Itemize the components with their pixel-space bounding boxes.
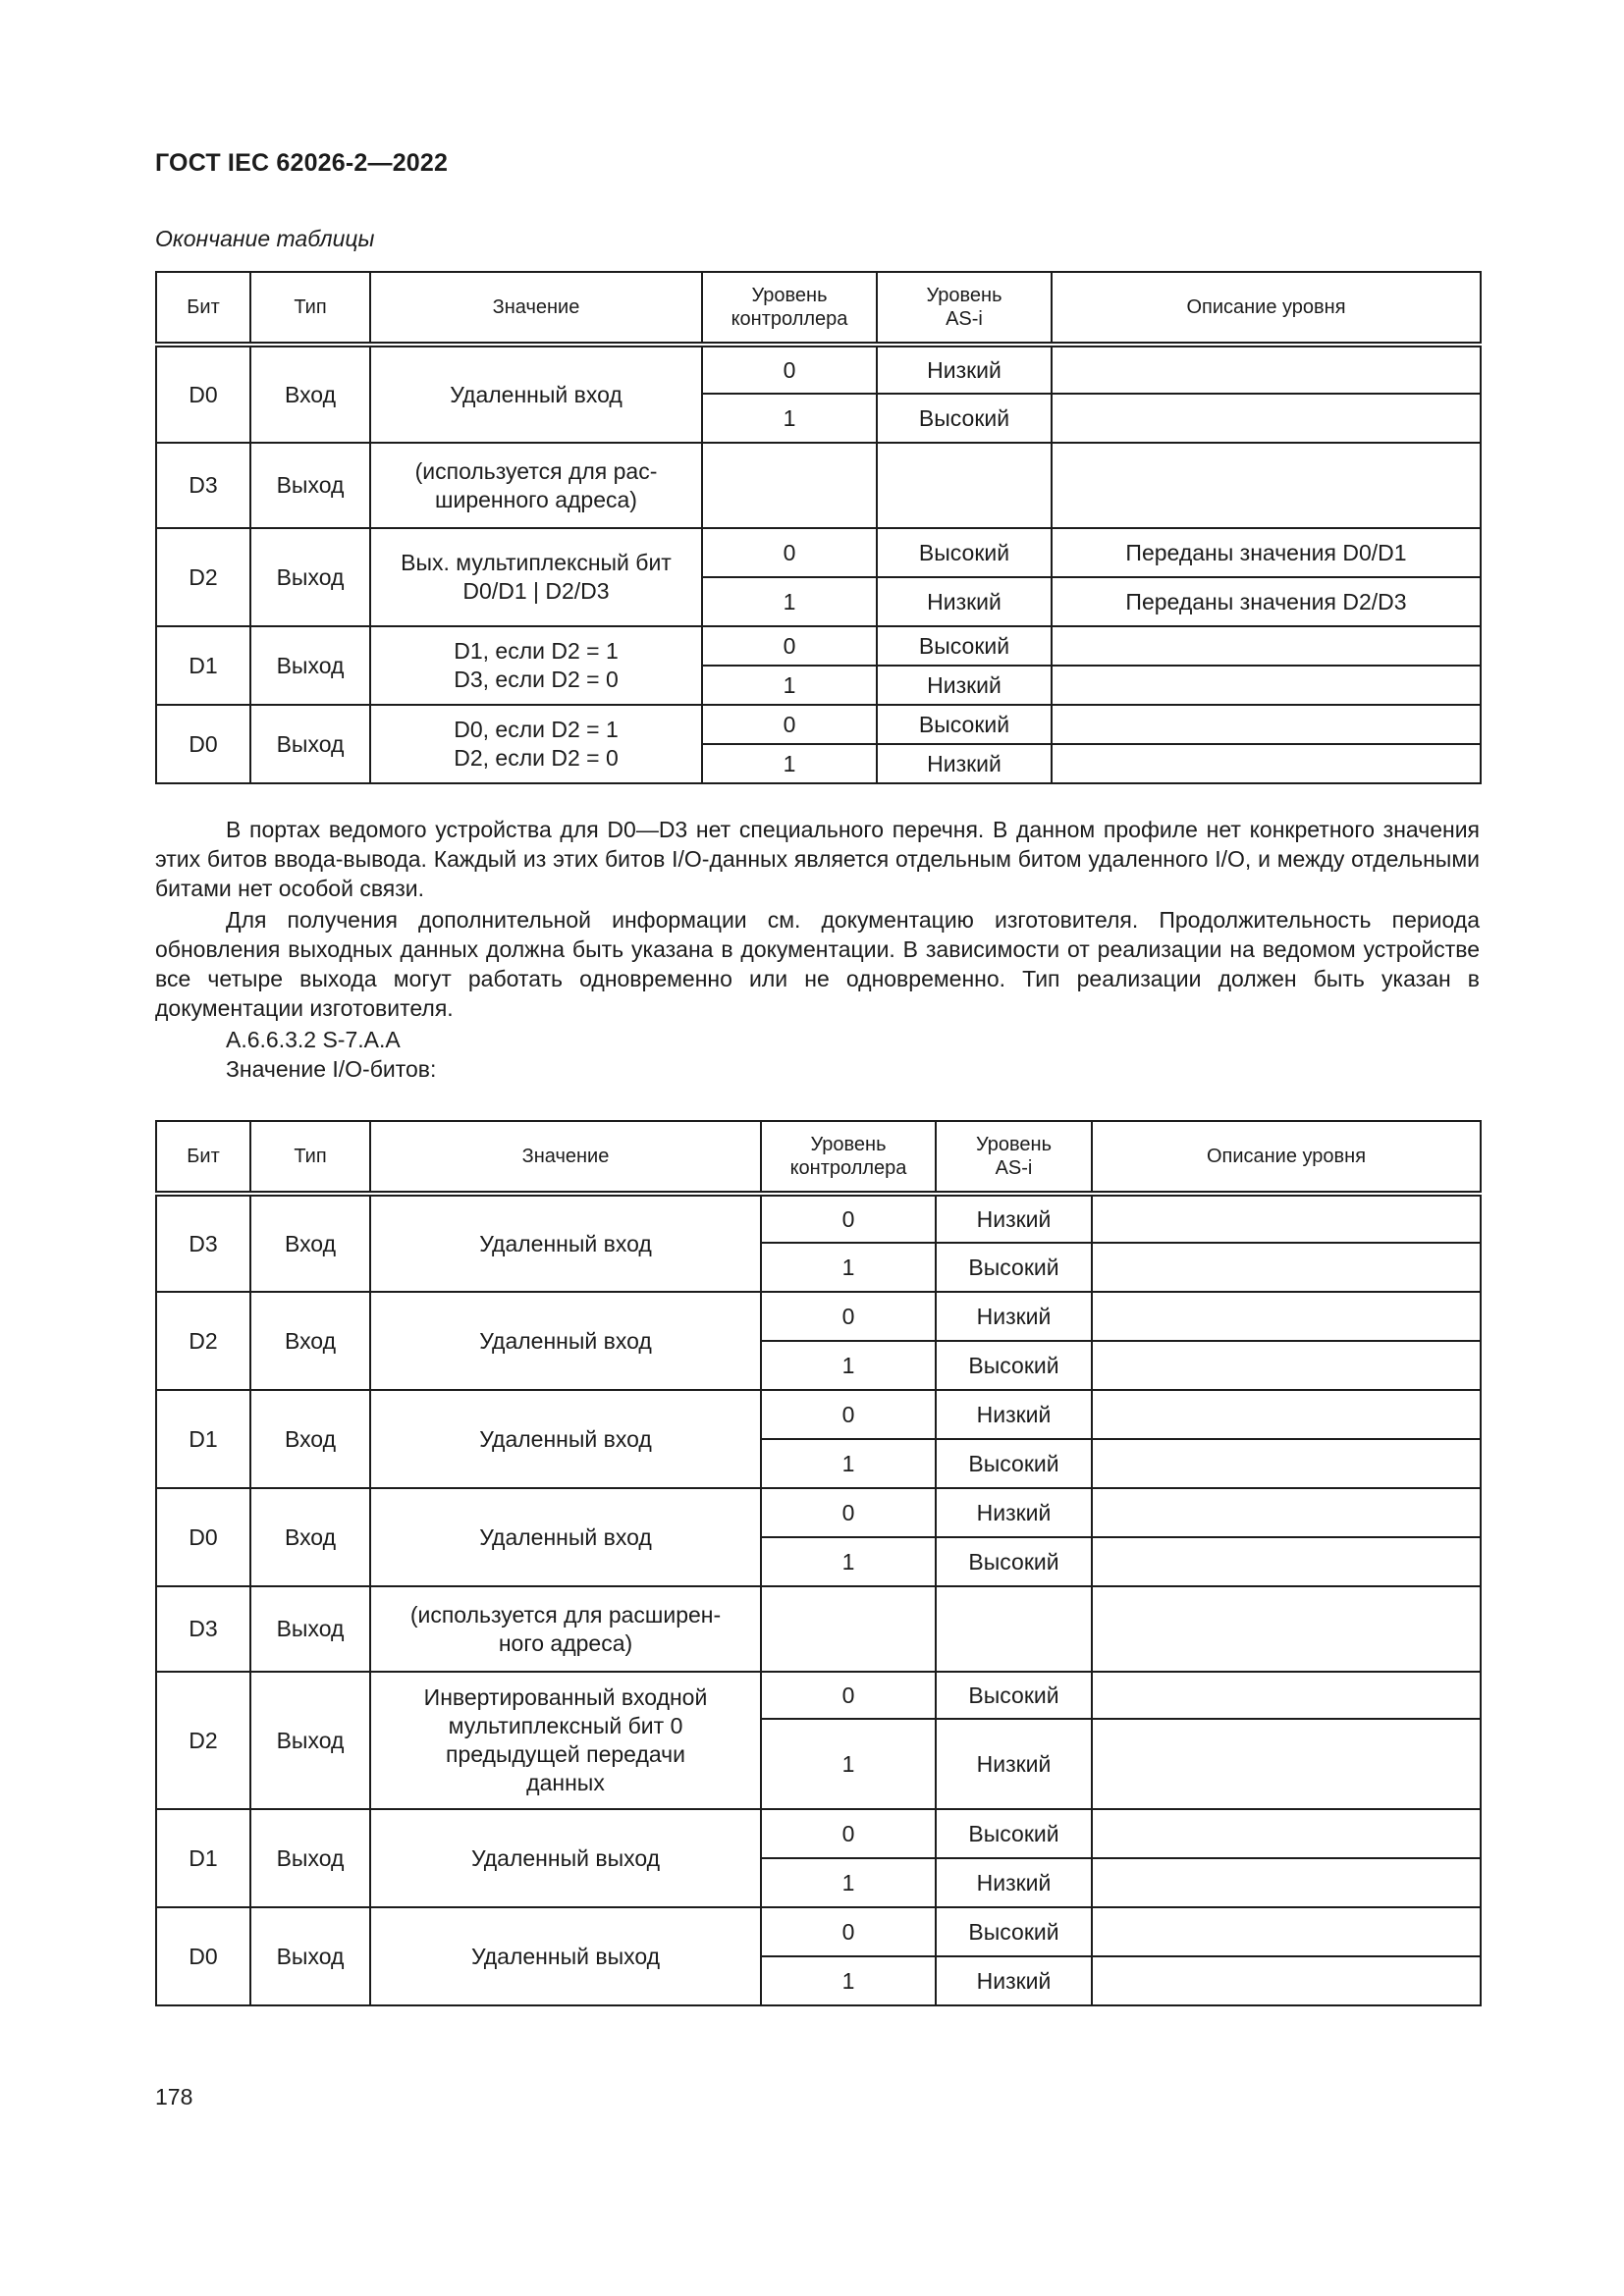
level-description-cell bbox=[1052, 345, 1481, 394]
controller-level-cell: 0 bbox=[761, 1292, 936, 1341]
controller-level-cell: 0 bbox=[702, 626, 877, 666]
level-description-cell bbox=[1092, 1672, 1481, 1719]
level-description-cell bbox=[1092, 1719, 1481, 1809]
table-row bbox=[156, 443, 1481, 528]
level-description-cell bbox=[1092, 1390, 1481, 1439]
asi-level-cell: Высокий bbox=[936, 1341, 1092, 1390]
type-cell: Вход bbox=[250, 1390, 370, 1488]
controller-level-cell: 1 bbox=[761, 1858, 936, 1907]
type-cell: Выход bbox=[250, 1907, 370, 2005]
asi-level-cell: Низкий bbox=[877, 345, 1052, 394]
col-header-level-description: Описание уровня bbox=[1092, 1121, 1481, 1194]
level-description-cell bbox=[1092, 1858, 1481, 1907]
io-bits-label: Значение I/O-битов: bbox=[226, 1056, 437, 1082]
level-description-cell: Переданы значения D0/D1 bbox=[1052, 528, 1481, 577]
type-cell: Выход bbox=[250, 443, 370, 528]
col-header-bit: Бит bbox=[156, 272, 250, 345]
controller-level-cell: 1 bbox=[761, 1243, 936, 1292]
bit-cell: D0 bbox=[156, 1488, 250, 1586]
asi-level-cell bbox=[877, 443, 1052, 528]
table-row bbox=[156, 1672, 1481, 1719]
controller-level-cell: 0 bbox=[761, 1488, 936, 1537]
type-cell: Выход bbox=[250, 1809, 370, 1907]
type-cell: Вход bbox=[250, 345, 370, 443]
type-cell: Вход bbox=[250, 1194, 370, 1292]
bit-cell: D0 bbox=[156, 345, 250, 443]
asi-level-cell: Высокий bbox=[877, 394, 1052, 443]
col-header-controller-level: Уровень контроллера bbox=[702, 272, 877, 345]
col-header-asi-level: Уровень AS-i bbox=[877, 272, 1052, 345]
controller-level-cell: 1 bbox=[761, 1956, 936, 2005]
meaning-cell: Инвертированный входной мультиплексный бит 0 предыдущей передачи данных bbox=[370, 1672, 761, 1809]
meaning-cell: D1, если D2 = 1 D3, если D2 = 0 bbox=[370, 626, 702, 705]
level-description-cell bbox=[1052, 744, 1481, 783]
table-row bbox=[156, 345, 1481, 394]
table-row bbox=[156, 1292, 1481, 1341]
col-header-asi-level: Уровень AS-i bbox=[936, 1121, 1092, 1194]
controller-level-cell: 0 bbox=[702, 705, 877, 744]
meaning-cell: Удаленный вход bbox=[370, 1292, 761, 1390]
bit-cell: D3 bbox=[156, 1194, 250, 1292]
page-number: 178 bbox=[155, 2084, 193, 2109]
asi-level-cell: Высокий bbox=[877, 528, 1052, 577]
meaning-cell: Удаленный вход bbox=[370, 1488, 761, 1586]
controller-level-cell: 1 bbox=[702, 394, 877, 443]
asi-level-cell: Высокий bbox=[936, 1907, 1092, 1956]
controller-level-cell: 0 bbox=[702, 528, 877, 577]
col-header-level-description: Описание уровня bbox=[1052, 272, 1481, 345]
meaning-cell: Удаленный вход bbox=[370, 345, 702, 443]
asi-level-cell: Высокий bbox=[877, 705, 1052, 744]
level-description-cell bbox=[1052, 705, 1481, 744]
controller-level-cell: 0 bbox=[761, 1809, 936, 1858]
type-cell: Выход bbox=[250, 1672, 370, 1809]
asi-level-cell: Низкий bbox=[936, 1390, 1092, 1439]
meaning-cell: Удаленный вход bbox=[370, 1390, 761, 1488]
col-header-meaning: Значение bbox=[370, 272, 702, 345]
asi-level-cell: Высокий bbox=[936, 1243, 1092, 1292]
meaning-cell: (используется для расширен- ного адреса) bbox=[370, 1586, 761, 1672]
controller-level-cell bbox=[761, 1586, 936, 1672]
level-description-cell bbox=[1092, 1439, 1481, 1488]
asi-level-cell: Высокий bbox=[936, 1809, 1092, 1858]
type-cell: Вход bbox=[250, 1292, 370, 1390]
type-cell: Выход bbox=[250, 626, 370, 705]
asi-level-cell: Низкий bbox=[936, 1956, 1092, 2005]
asi-level-cell: Низкий bbox=[936, 1292, 1092, 1341]
table-row bbox=[156, 1809, 1481, 1858]
controller-level-cell: 0 bbox=[761, 1672, 936, 1719]
asi-level-cell: Высокий bbox=[936, 1439, 1092, 1488]
level-description-cell bbox=[1092, 1488, 1481, 1537]
meaning-cell: Удаленный выход bbox=[370, 1907, 761, 2005]
paragraph: В портах ведомого устройства для D0—D3 нет специального перечня. В данном профиле нет конкретного значения этих битов ввода-вывода. Каждый из этих битов I/O-данных является отдельным битом удаленного I/O, и между отдельными битами нет особой связи. bbox=[155, 817, 1480, 901]
asi-level-cell: Высокий bbox=[936, 1672, 1092, 1719]
level-description-cell bbox=[1052, 626, 1481, 666]
level-description-cell bbox=[1092, 1907, 1481, 1956]
level-description-cell bbox=[1092, 1537, 1481, 1586]
level-description-cell bbox=[1092, 1956, 1481, 2005]
asi-level-cell: Низкий bbox=[877, 744, 1052, 783]
controller-level-cell: 0 bbox=[761, 1194, 936, 1243]
table-row bbox=[156, 1488, 1481, 1537]
col-header-bit: Бит bbox=[156, 1121, 250, 1194]
paragraph: Для получения дополнительной информации см. документацию изготовителя. Продолжительность периода обновления выходных данных должна быть указана в документации. В зависимости от реализации на ведомом устройстве все четыре выхода могут работать одновременно или не одновременно. Тип реализации должен быть указан в документации изготовителя. bbox=[155, 907, 1480, 1021]
level-description-cell bbox=[1052, 394, 1481, 443]
controller-level-cell: 1 bbox=[761, 1341, 936, 1390]
controller-level-cell: 1 bbox=[761, 1537, 936, 1586]
bit-cell: D0 bbox=[156, 1907, 250, 2005]
controller-level-cell: 1 bbox=[761, 1439, 936, 1488]
type-cell: Выход bbox=[250, 1586, 370, 1672]
asi-level-cell: Высокий bbox=[936, 1537, 1092, 1586]
bit-cell: D0 bbox=[156, 705, 250, 783]
controller-level-cell: 1 bbox=[702, 577, 877, 626]
level-description-cell: Переданы значения D2/D3 bbox=[1052, 577, 1481, 626]
bit-table-1 bbox=[155, 271, 1482, 784]
meaning-cell: D0, если D2 = 1 D2, если D2 = 0 bbox=[370, 705, 702, 783]
type-cell: Вход bbox=[250, 1488, 370, 1586]
bit-cell: D3 bbox=[156, 443, 250, 528]
asi-level-cell: Низкий bbox=[877, 577, 1052, 626]
controller-level-cell: 0 bbox=[761, 1390, 936, 1439]
section-number: А.6.6.3.2 S-7.A.A bbox=[226, 1027, 401, 1052]
bit-cell: D1 bbox=[156, 1809, 250, 1907]
bit-cell: D1 bbox=[156, 1390, 250, 1488]
level-description-cell bbox=[1092, 1243, 1481, 1292]
level-description-cell bbox=[1092, 1341, 1481, 1390]
controller-level-cell: 0 bbox=[702, 345, 877, 394]
table-row bbox=[156, 1390, 1481, 1439]
type-cell: Выход bbox=[250, 705, 370, 783]
controller-level-cell: 1 bbox=[761, 1719, 936, 1809]
level-description-cell bbox=[1052, 666, 1481, 705]
table-row bbox=[156, 1586, 1481, 1672]
level-description-cell bbox=[1092, 1194, 1481, 1243]
asi-level-cell: Низкий bbox=[936, 1488, 1092, 1537]
table-row bbox=[156, 705, 1481, 744]
bit-table-2 bbox=[155, 1120, 1482, 2006]
level-description-cell bbox=[1092, 1586, 1481, 1672]
bit-cell: D3 bbox=[156, 1586, 250, 1672]
controller-level-cell: 0 bbox=[761, 1907, 936, 1956]
table-caption: Окончание таблицы bbox=[155, 226, 375, 251]
type-cell: Выход bbox=[250, 528, 370, 626]
meaning-cell: Удаленный выход bbox=[370, 1809, 761, 1907]
level-description-cell bbox=[1052, 443, 1481, 528]
controller-level-cell: 1 bbox=[702, 744, 877, 783]
bit-cell: D2 bbox=[156, 528, 250, 626]
asi-level-cell: Низкий bbox=[936, 1719, 1092, 1809]
col-header-controller-level: Уровень контроллера bbox=[761, 1121, 936, 1194]
level-description-cell bbox=[1092, 1809, 1481, 1858]
bit-cell: D2 bbox=[156, 1292, 250, 1390]
col-header-type: Тип bbox=[250, 272, 370, 345]
bit-cell: D1 bbox=[156, 626, 250, 705]
col-header-meaning: Значение bbox=[370, 1121, 761, 1194]
meaning-cell: Удаленный вход bbox=[370, 1194, 761, 1292]
asi-level-cell bbox=[936, 1586, 1092, 1672]
bit-cell: D2 bbox=[156, 1672, 250, 1809]
document-header: ГОСТ IEC 62026-2—2022 bbox=[155, 149, 449, 177]
asi-level-cell: Высокий bbox=[877, 626, 1052, 666]
table-row bbox=[156, 1194, 1481, 1243]
table-row bbox=[156, 1907, 1481, 1956]
level-description-cell bbox=[1092, 1292, 1481, 1341]
meaning-cell: Вых. мультиплексный бит D0/D1 | D2/D3 bbox=[370, 528, 702, 626]
asi-level-cell: Низкий bbox=[877, 666, 1052, 705]
meaning-cell: (используется для рас- ширенного адреса) bbox=[370, 443, 702, 528]
controller-level-cell: 1 bbox=[702, 666, 877, 705]
asi-level-cell: Низкий bbox=[936, 1858, 1092, 1907]
col-header-type: Тип bbox=[250, 1121, 370, 1194]
table-row bbox=[156, 626, 1481, 666]
asi-level-cell: Низкий bbox=[936, 1194, 1092, 1243]
controller-level-cell bbox=[702, 443, 877, 528]
table-row bbox=[156, 528, 1481, 577]
